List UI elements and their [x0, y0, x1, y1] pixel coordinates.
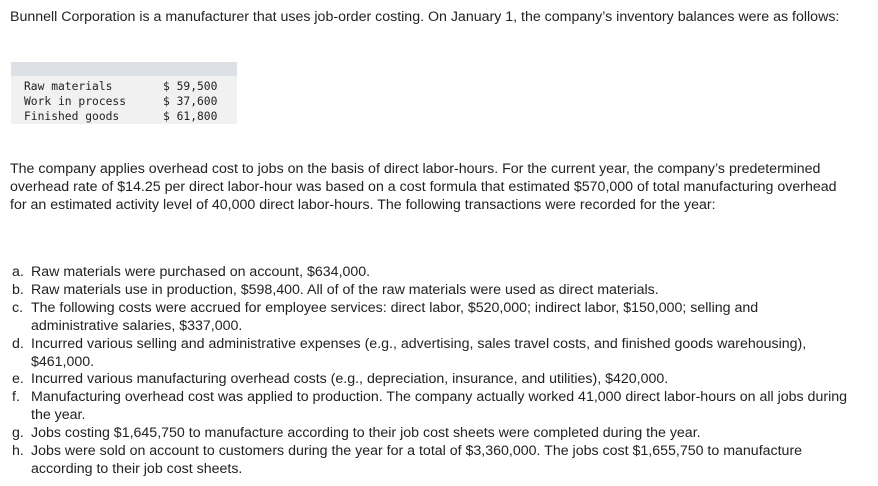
item-text: Jobs were sold on account to customers during the year for a total of $3,360,000. The jobs cost $1,655,750 to manufacture according to their job cost sheets. [31, 443, 803, 477]
item-letter: b. [12, 281, 24, 298]
list-item [12, 264, 847, 282]
intro-paragraph: Bunnell Corporation is a manufacturer that uses job-order costing. On January 1, the company’s inventory balances were as follows: [10, 9, 840, 25]
item-letter: c. [12, 299, 24, 316]
item-text: Jobs costing $1,645,750 to manufacture according to their job cost sheets were completed during the year. [31, 425, 701, 442]
item-letter: e. [12, 371, 24, 388]
table-row [24, 79, 217, 94]
item-text: The following costs were accrued for employee services: direct labor, $520,000; indirect labor, $150,000; selling and administrative salaries, $337,000. [31, 299, 759, 334]
inventory-value: $ 59,500 [163, 80, 218, 93]
list-item [12, 300, 847, 336]
list-item [12, 443, 847, 479]
list-item [12, 336, 847, 372]
item-text: Incurred various selling and administrative expenses (e.g., advertising, sales travel costs, and finished goods warehousing), $461,000. [31, 335, 807, 370]
transaction-list [12, 264, 847, 479]
inventory-value: $ 61,800 [163, 110, 218, 123]
table-row [24, 109, 217, 124]
item-text: Raw materials were purchased on account, $634,000. [31, 264, 371, 280]
inventory-label: Work in process [24, 95, 127, 108]
overhead-paragraph: The company applies overhead cost to jobs on the basis of direct labor-hours. For the current year, the company’s predetermined overhead rate of $14.25 per direct labor-hour was based on a cost formula that estimated $570,000 of total manufacturing overhead for an estimated activity level of 40,000 direct labor-hours. The following transactions were recorded for the year: [10, 161, 837, 213]
list-item [12, 425, 847, 443]
item-letter: h. [12, 443, 24, 460]
list-item [12, 371, 847, 389]
inventory-label: Raw materials [24, 80, 113, 93]
item-letter: f. [12, 389, 20, 406]
table-row [24, 94, 217, 109]
list-item [12, 282, 847, 300]
list-item [12, 389, 847, 425]
item-text: Raw materials use in production, $598,400. All of of the raw materials were used as direct materials. [31, 281, 659, 298]
item-letter: d. [12, 335, 24, 352]
item-text: Incurred various manufacturing overhead costs (e.g., depreciation, insurance, and utilities), $420,000. [31, 371, 669, 388]
item-letter: a. [12, 264, 24, 280]
item-letter: g. [12, 425, 24, 442]
inventory-value: $ 37,600 [163, 95, 218, 108]
inventory-label: Finished goods [24, 110, 120, 123]
item-text: Manufacturing overhead cost was applied to production. The company actually worked 41,000 direct labor-hours on all jobs during the year. [31, 389, 847, 424]
inventory-table [11, 62, 237, 124]
